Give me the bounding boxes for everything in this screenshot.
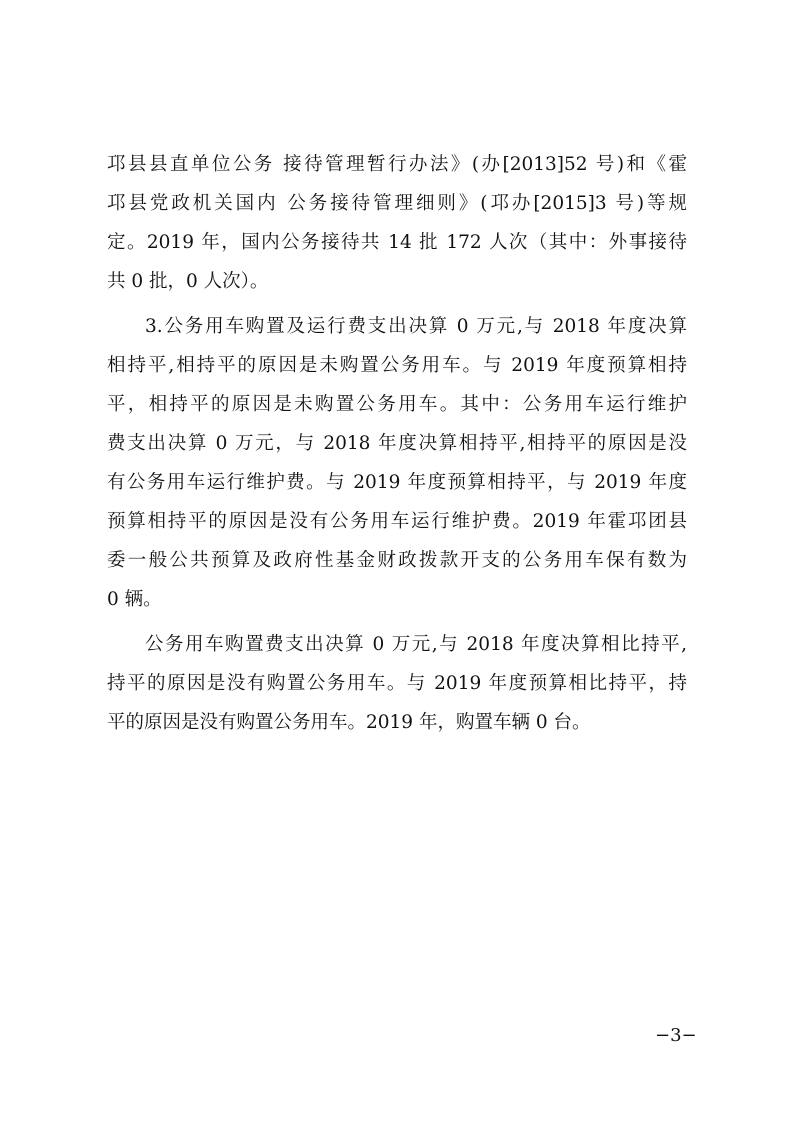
text-line: 持平的原因是没有购置公务用车。与 2019 年度预算相比持平，持: [107, 673, 687, 694]
paragraph-vehicle-expenses: [107, 307, 687, 619]
text-line: 0 辆。: [107, 589, 162, 610]
text-line: 委一般公共预算及政府性基金财政拨款开支的公务用车保有数为: [107, 550, 687, 571]
text-line: 相持平,相持平的原因是未购置公务用车。与 2019 年度预算相持: [107, 355, 687, 376]
paragraph-vehicle-purchase: [107, 625, 687, 742]
text-line: 邛县党政机关国内 公务接待管理细则》(邛办[2015]3 号)等规: [107, 193, 687, 214]
text-line: 共 0 批，0 人次）。: [107, 271, 269, 292]
text-line: 邛县县直单位公务 接待管理暂行办法》(办[2013]52 号)和《霍: [107, 154, 687, 175]
text-line: 费支出决算 0 万元，与 2018 年度决算相持平,相持平的原因是没: [107, 433, 687, 454]
text-line: 公务用车购置费支出决算 0 万元,与 2018 年度决算相比持平,: [145, 634, 687, 655]
text-line: 预算相持平的原因是没有公务用车运行维护费。2019 年霍邛团县: [107, 511, 687, 532]
paragraph-reception: [107, 145, 687, 301]
text-line: 平的原因是没有购置公务用车。2019 年，购置车辆 0 台。: [107, 712, 591, 733]
text-line: 定。2019 年，国内公务接待共 14 批 172 人次（其中：外事接待: [107, 232, 687, 253]
page-number: −3−: [655, 1025, 697, 1046]
text-line: 3.公务用车购置及运行费支出决算 0 万元,与 2018 年度决算: [145, 316, 687, 337]
text-line: 有公务用车运行维护费。与 2019 年度预算相持平，与 2019 年度: [107, 472, 687, 493]
document-body: [107, 145, 687, 748]
text-line: 平，相持平的原因是未购置公务用车。其中：公务用车运行维护: [107, 394, 687, 415]
